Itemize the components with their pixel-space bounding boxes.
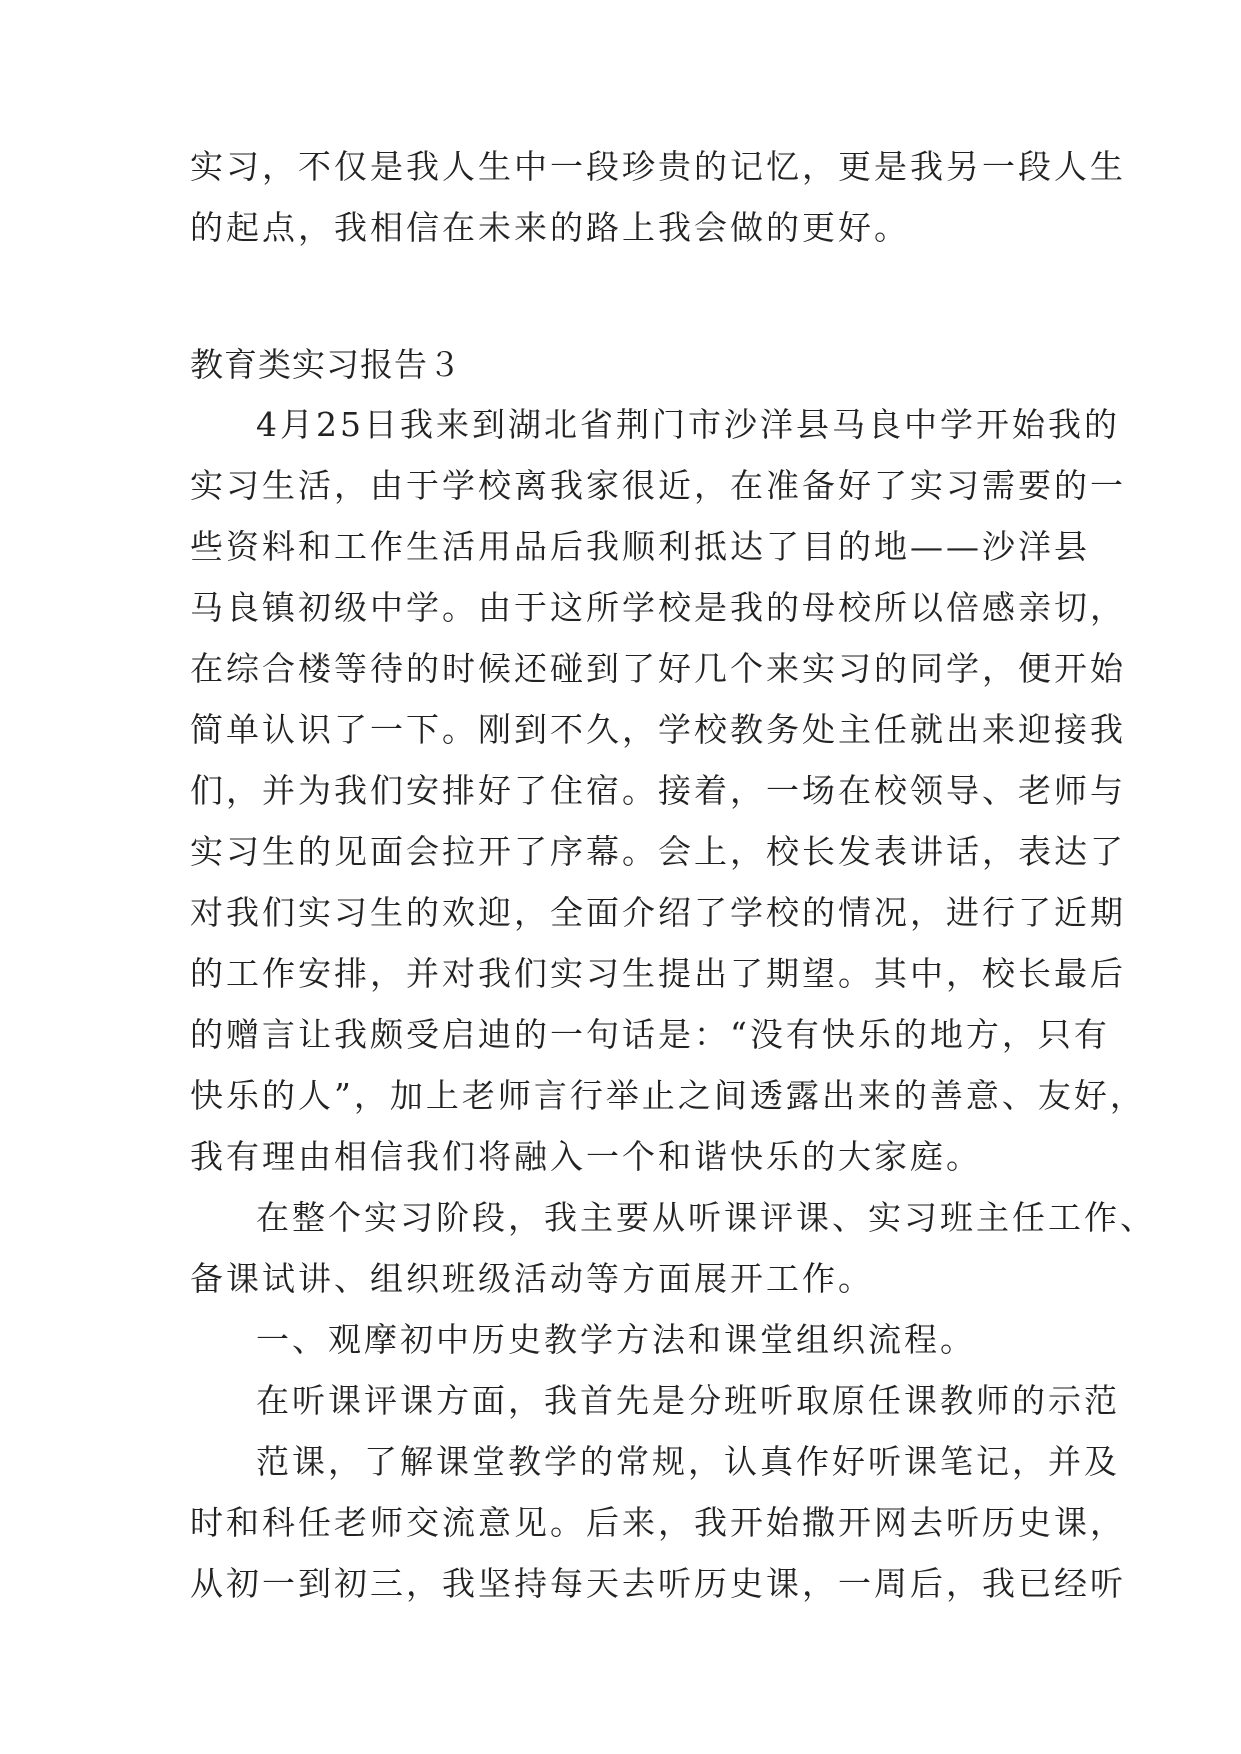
intro-line: 的起点，我相信在未来的路上我会做的更好。 <box>190 208 910 247</box>
paragraph-line: 们，并为我们安排好了住宿。接着，一场在校领导、老师与 <box>190 771 1126 810</box>
paragraph-line: 备课试讲、组织班级活动等方面展开工作。 <box>190 1259 874 1298</box>
paragraph-line: 快乐的人”，加上老师言行举止之间透露出来的善意、友好， <box>190 1076 1146 1115</box>
paragraph-line: 我有理由相信我们将融入一个和谐快乐的大家庭。 <box>190 1137 982 1176</box>
paragraph-line: 一、观摩初中历史教学方法和课堂组织流程。 <box>256 1320 976 1359</box>
section-heading: 教育类实习报告３ <box>190 345 462 384</box>
paragraph-line: 范课，了解课堂教学的常规，认真作好听课笔记，并及 <box>256 1442 1120 1481</box>
intro-line: 实习，不仅是我人生中一段珍贵的记忆，更是我另一段人生 <box>190 147 1126 186</box>
paragraph-line: 在听课评课方面，我首先是分班听取原任课教师的示范 <box>256 1381 1120 1420</box>
paragraph-line: 马良镇初级中学。由于这所学校是我的母校所以倍感亲切， <box>190 588 1126 627</box>
paragraph-line: 4月25日我来到湖北省荆门市沙洋县马良中学开始我的 <box>256 405 1120 444</box>
paragraph-line: 时和科任老师交流意见。后来，我开始撒开网去听历史课， <box>190 1503 1126 1542</box>
paragraph-line: 实习生的见面会拉开了序幕。会上，校长发表讲话，表达了 <box>190 832 1126 871</box>
paragraph-line: 在整个实习阶段，我主要从听课评课、实习班主任工作、 <box>256 1198 1156 1237</box>
paragraph-line: 在综合楼等待的时候还碰到了好几个来实习的同学，便开始 <box>190 649 1126 688</box>
paragraph-line: 实习生活，由于学校离我家很近，在准备好了实习需要的一 <box>190 466 1126 505</box>
paragraph-line: 从初一到初三，我坚持每天去听历史课，一周后，我已经听 <box>190 1564 1126 1603</box>
paragraph-line: 的工作安排，并对我们实习生提出了期望。其中，校长最后 <box>190 954 1126 993</box>
paragraph-line: 简单认识了一下。刚到不久，学校教务处主任就出来迎接我 <box>190 710 1126 749</box>
intro-paragraph <box>190 136 1126 258</box>
report-body <box>190 394 1156 1614</box>
paragraph-line: 些资料和工作生活用品后我顺利抵达了目的地——沙洋县 <box>190 527 1090 566</box>
paragraph-line: 的赠言让我颇受启迪的一句话是：“没有快乐的地方，只有 <box>190 1015 1110 1054</box>
paragraph-line: 对我们实习生的欢迎，全面介绍了学校的情况，进行了近期 <box>190 893 1126 932</box>
